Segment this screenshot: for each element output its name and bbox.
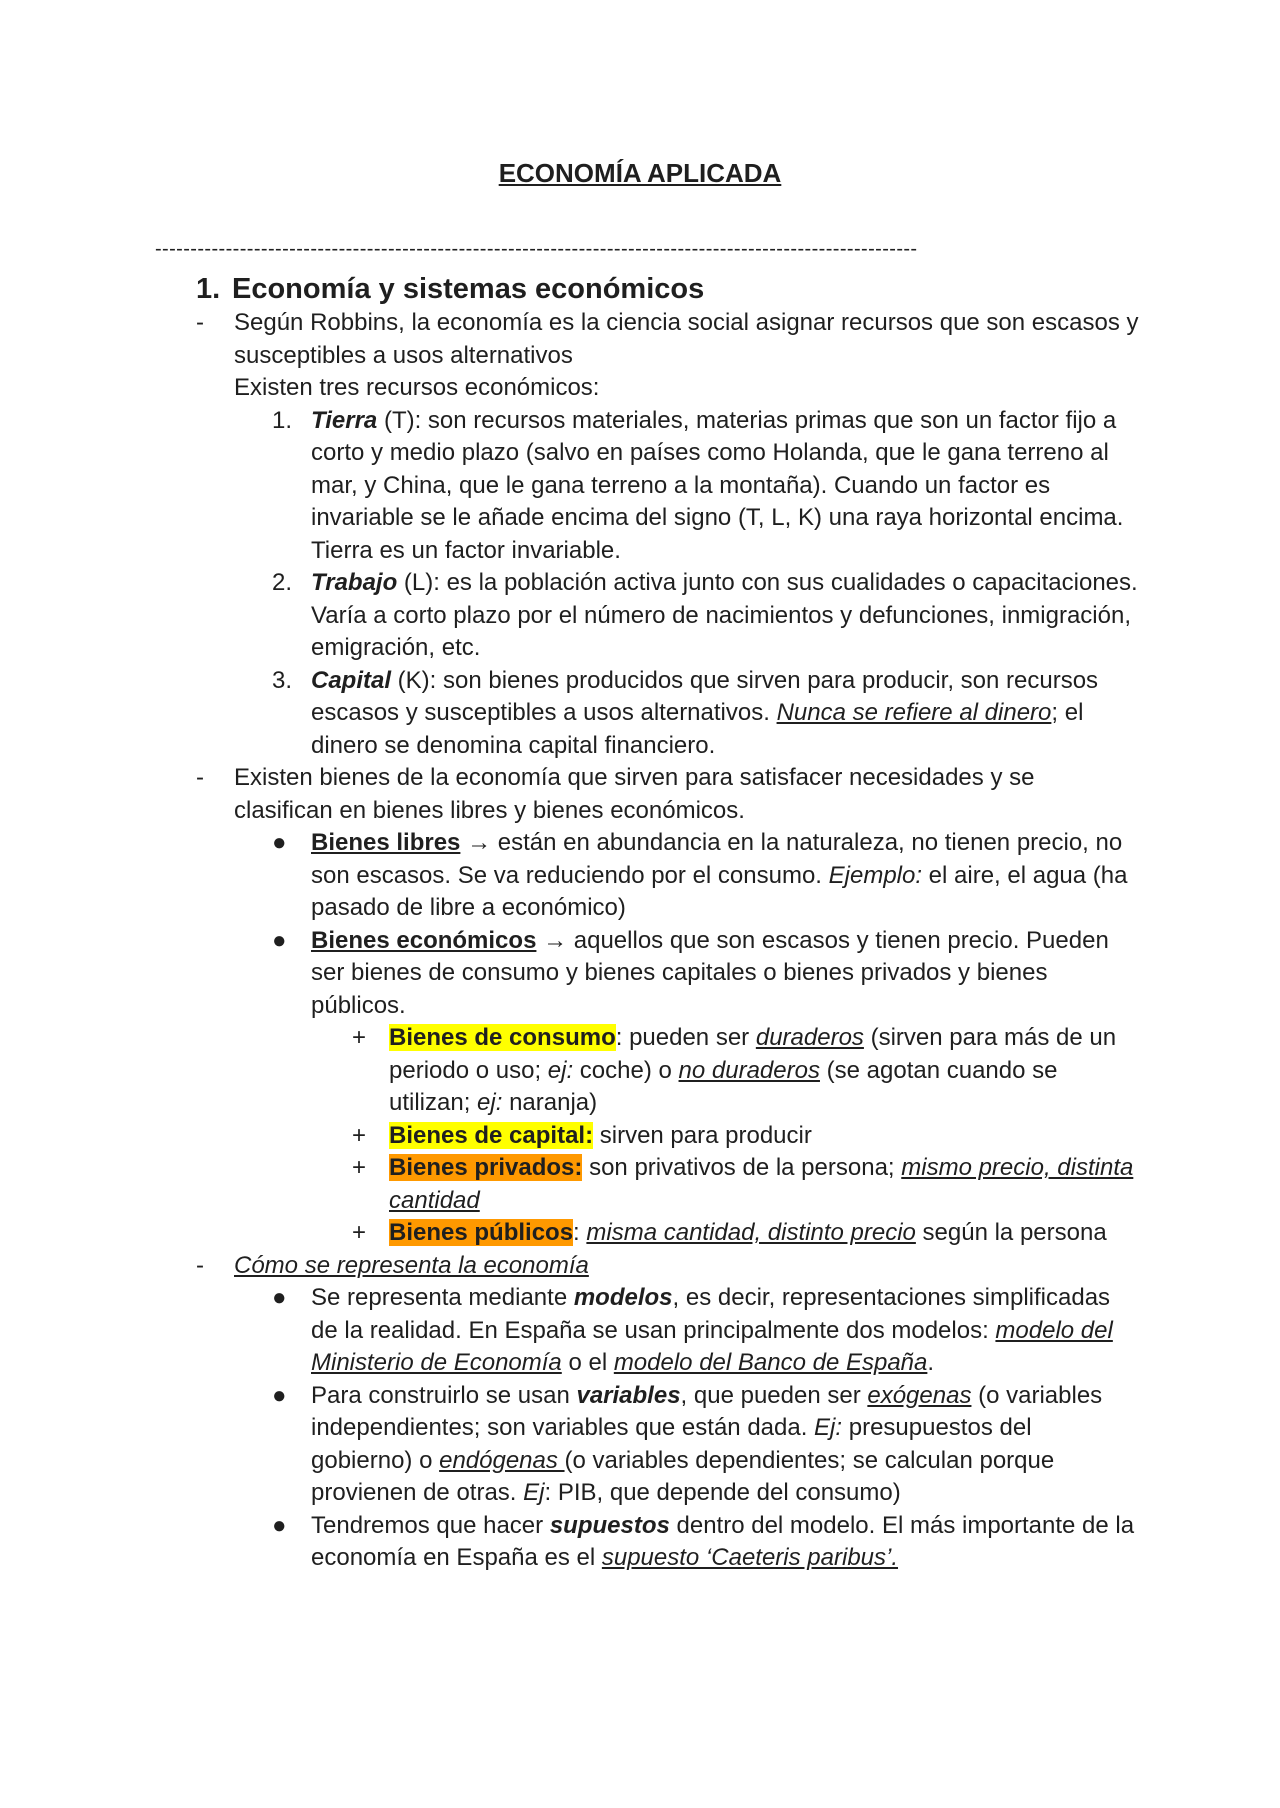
capital-note: Nunca se refiere al dinero — [776, 699, 1052, 726]
list-item-modelos — [0, 1282, 1280, 1380]
plus-marker: + — [352, 1121, 367, 1149]
text-run: (o variables independientes; son variables que están dada. — [311, 1381, 1103, 1441]
plus-marker: + — [352, 1024, 367, 1051]
underlined-exogenas: exógenas — [867, 1381, 972, 1409]
document-title: ECONOMÍA APLICADA — [498, 158, 782, 188]
text-run: . — [927, 1349, 935, 1376]
bienes-capital-description: sirven para producir — [593, 1121, 812, 1149]
text-run: : — [573, 1219, 587, 1246]
list-item-bienes-capital — [0, 1120, 1280, 1153]
bienes-publicos-text — [389, 1217, 1139, 1250]
recursos-intro: Existen tres recursos económicos: — [234, 374, 600, 401]
list-item-tierra — [0, 405, 1280, 568]
trabajo-text — [311, 567, 1139, 665]
text-run: o el — [561, 1349, 614, 1376]
tierra-description: (T): son recursos materiales, materias primas que son un factor fijo a corto y medio plazo (salvo en países como Holanda, que le gana terreno al mar, y China, que le gana terreno a la montaña). Cuando un factor es invariable se le añade encima del signo (T, L, K) una raya horizontal encima. Tierra es un factor invariable. — [311, 406, 1124, 564]
text-run: presupuestos del gobierno) o — [311, 1414, 1032, 1474]
text-run: coche) o — [573, 1056, 679, 1084]
list-item-bienes-economicos — [0, 925, 1280, 1023]
number-marker: 1. — [272, 406, 293, 434]
ej-label: Ej: — [814, 1414, 843, 1441]
list-item-bienes — [0, 762, 1280, 827]
bienes-libres-example: el aire, el agua (ha pasado de libre a económico) — [311, 861, 1128, 921]
number-marker: 2. — [272, 569, 293, 596]
text-run: Para construirlo se usan — [311, 1381, 577, 1409]
underlined-caeteris-paribus: supuesto ‘Caeteris paribus’. — [601, 1544, 899, 1571]
text-run: Tendremos que hacer — [311, 1511, 550, 1539]
ej-label: ej: — [477, 1089, 503, 1116]
term-modelos: modelos — [573, 1284, 673, 1311]
dash-marker: - — [196, 1251, 204, 1279]
ej-label: ej: — [547, 1056, 574, 1084]
plus-marker: + — [352, 1154, 367, 1181]
underlined-no-duraderos: no duraderos — [678, 1056, 820, 1084]
supuestos-text — [311, 1510, 1139, 1575]
text-run: , que pueden ser — [680, 1381, 868, 1409]
underlined-publicos-note: misma cantidad, distinto precio — [586, 1219, 916, 1246]
text-run: (o variables dependientes; se calculan porque provienen de otras. — [311, 1446, 1055, 1506]
bienes-libres-description: → están en abundancia en la naturaleza, no tienen precio, no son escasos. Se va reduciendo por el consumo. — [311, 829, 1123, 889]
section-heading — [196, 270, 704, 308]
term-bienes-publicos: Bienes públicos — [389, 1219, 574, 1246]
term-tierra: Tierra — [311, 406, 378, 434]
text-run: (sirven para más de un periodo o uso; — [389, 1024, 1117, 1084]
number-marker: 3. — [272, 666, 293, 694]
text-run: naranja) — [502, 1089, 598, 1116]
text-run: Se representa mediante — [311, 1284, 574, 1311]
representa-heading: Cómo se representa la economía — [234, 1251, 589, 1279]
underlined-privados-note: mismo precio, distinta cantidad — [389, 1154, 1134, 1214]
example-label: Ejemplo: — [828, 861, 923, 889]
list-item-representa — [0, 1250, 1280, 1283]
modelos-text — [311, 1282, 1139, 1380]
trabajo-description: (L): es la población activa junto con sus cualidades o capacitaciones. Varía a corto plazo por el número de nacimientos y defunciones, inmigración, emigración, etc. — [311, 569, 1138, 661]
term-bienes-consumo: Bienes de consumo — [389, 1024, 616, 1051]
term-bienes-privados: Bienes privados: — [389, 1154, 583, 1181]
bullet-marker: ● — [272, 926, 287, 954]
text-run: : pueden ser — [615, 1024, 756, 1051]
list-item-capital — [0, 665, 1280, 763]
bienes-consumo-text — [389, 1022, 1139, 1120]
list-item-trabajo — [0, 567, 1280, 665]
robbins-definition: Según Robbins, la economía es la ciencia social asignar recursos que son escasos y susceptibles a usos alternativos — [234, 309, 1139, 369]
bienes-privados-description: son privativos de la persona; — [582, 1154, 902, 1181]
list-item-bienes-consumo — [0, 1022, 1280, 1120]
dash-marker: - — [196, 764, 204, 791]
bullet-marker: ● — [272, 1284, 287, 1311]
section-title: Economía y sistemas económicos — [232, 273, 705, 305]
variables-text — [311, 1380, 1139, 1510]
list-item-supuestos — [0, 1510, 1280, 1575]
term-trabajo: Trabajo — [311, 569, 398, 596]
dash-marker: - — [196, 309, 204, 336]
bienes-economicos-text — [311, 925, 1139, 1023]
list-item-bienes-publicos — [0, 1217, 1280, 1250]
text-run: dentro del modelo. El más importante de la economía en España es el — [311, 1511, 1135, 1571]
bienes-capital-text — [389, 1120, 1139, 1153]
ej-label: Ej — [523, 1479, 545, 1506]
bienes-intro: Existen bienes de la economía que sirven para satisfacer necesidades y se clasifican en bienes libres y bienes económicos. — [234, 764, 1035, 824]
term-bienes-libres: Bienes libres — [311, 829, 461, 856]
underlined-endogenas: endógenas — [439, 1446, 565, 1474]
bienes-economicos-description: → aquellos que son escasos y tienen precio. Pueden ser bienes de consumo y bienes capitales o bienes privados y bienes públicos. — [311, 926, 1109, 1019]
term-bienes-capital: Bienes de capital: — [389, 1121, 594, 1149]
term-capital: Capital — [311, 666, 392, 694]
separator-line: ------------------------------------------------------------------------------------------------------------ — [155, 238, 918, 260]
representa-heading-wrap — [234, 1250, 1139, 1283]
plus-marker: + — [352, 1219, 367, 1246]
bullet-marker: ● — [272, 1381, 287, 1409]
text-run: según la persona — [915, 1219, 1107, 1246]
list-item-bienes-privados — [0, 1152, 1280, 1217]
list-item-variables — [0, 1380, 1280, 1510]
underlined-modelo-ministerio: modelo del Ministerio de Economía — [311, 1316, 1113, 1376]
underlined-duraderos: duraderos — [755, 1024, 864, 1051]
term-supuestos: supuestos — [549, 1511, 670, 1539]
bienes-privados-text — [389, 1152, 1139, 1217]
list-item-robbins — [0, 307, 1280, 372]
underlined-modelo-banco: modelo del Banco de España — [613, 1349, 928, 1376]
text-run: : PIB, que depende del consumo) — [544, 1479, 901, 1506]
tierra-text — [311, 405, 1139, 568]
capital-text — [311, 665, 1139, 763]
term-bienes-economicos: Bienes económicos — [311, 926, 537, 954]
bienes-libres-text — [311, 827, 1139, 925]
capital-description-end: ; el dinero se denomina capital financiero. — [311, 699, 1084, 759]
term-variables: variables — [576, 1381, 681, 1409]
section-number: 1. — [196, 273, 221, 305]
capital-description: (K): son bienes producidos que sirven para producir, son recursos escasos y susceptibles a usos alternativos. — [311, 666, 1099, 726]
list-item-bienes-libres — [0, 827, 1280, 925]
bullet-marker: ● — [272, 1511, 287, 1539]
text-run: (se agotan cuando se utilizan; — [389, 1056, 1058, 1116]
text-run: , es decir, representaciones simplificadas de la realidad. En España se usan principalmente dos modelos: — [311, 1284, 1111, 1344]
bullet-marker: ● — [272, 829, 287, 856]
section-content — [0, 307, 1280, 1575]
